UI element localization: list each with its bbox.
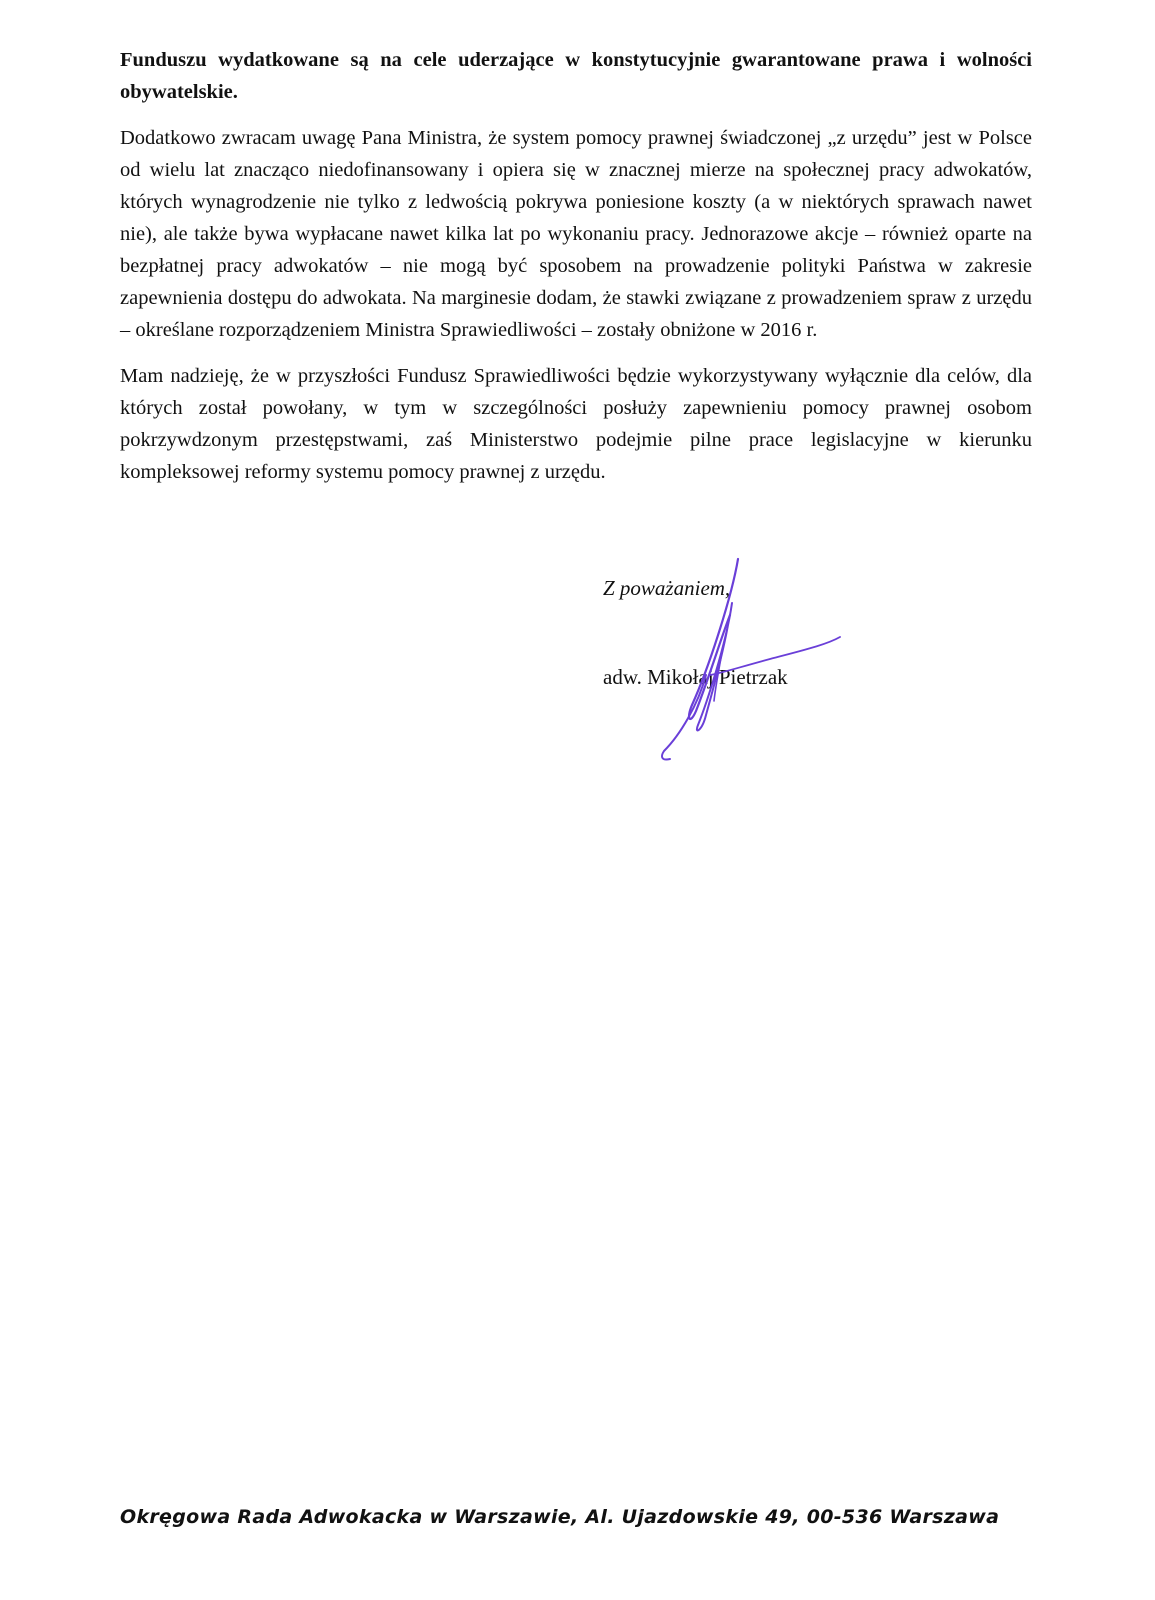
paragraph-1: Funduszu wydatkowane są na cele uderzające w konstytucyjnie gwarantowane prawa i wolności obywatelskie. xyxy=(120,49,1032,103)
paragraph-2: Dodatkowo zwracam uwagę Pana Ministra, że system pomocy prawnej świadczonej „z urzędu” jest w Polsce od wielu lat znacząco niedofinansowany i opiera się w znacznej mierze na społecznej pracy adwokatów, których wynagrodzenie nie tylko z ledwością pokrywa poniesione koszty (a w niektórych sprawach nawet nie), ale także bywa wypłacane nawet kilka lat po wykonaniu pracy. Jednorazowe akcje – również oparte na bezpłatnej pracy adwokatów – nie mogą być sposobem na prowadzenie polityki Państwa w zakresie zapewnienia dostępu do adwokata. Na marginesie dodam, że stawki związane z prowadzeniem spraw z urzędu – określane rozporządzeniem Ministra Sprawiedliwości – zostały obniżone w 2016 r. xyxy=(120,127,1032,341)
closing-salutation: Z poważaniem, xyxy=(603,576,731,600)
letter-body xyxy=(120,44,1032,502)
handwritten-signature xyxy=(650,555,870,775)
signer-name: adw. Mikołaj Pietrzak xyxy=(603,665,788,689)
paragraph-3: Mam nadzieję, że w przyszłości Fundusz Sprawiedliwości będzie wykorzystywany wyłącznie dla celów, dla których został powołany, w tym w szczególności posłuży zapewnieniu pomocy prawnej osobom pokrzywdzonym przestępstwami, zaś Ministerstwo podejmie pilne prace legislacyjne w kierunku kompleksowej reformy systemu pomocy prawnej z urzędu. xyxy=(120,365,1032,483)
footer-address: Okręgowa Rada Adwokacka w Warszawie, Al. Ujazdowskie 49, 00-536 Warszawa xyxy=(120,1506,1000,1528)
